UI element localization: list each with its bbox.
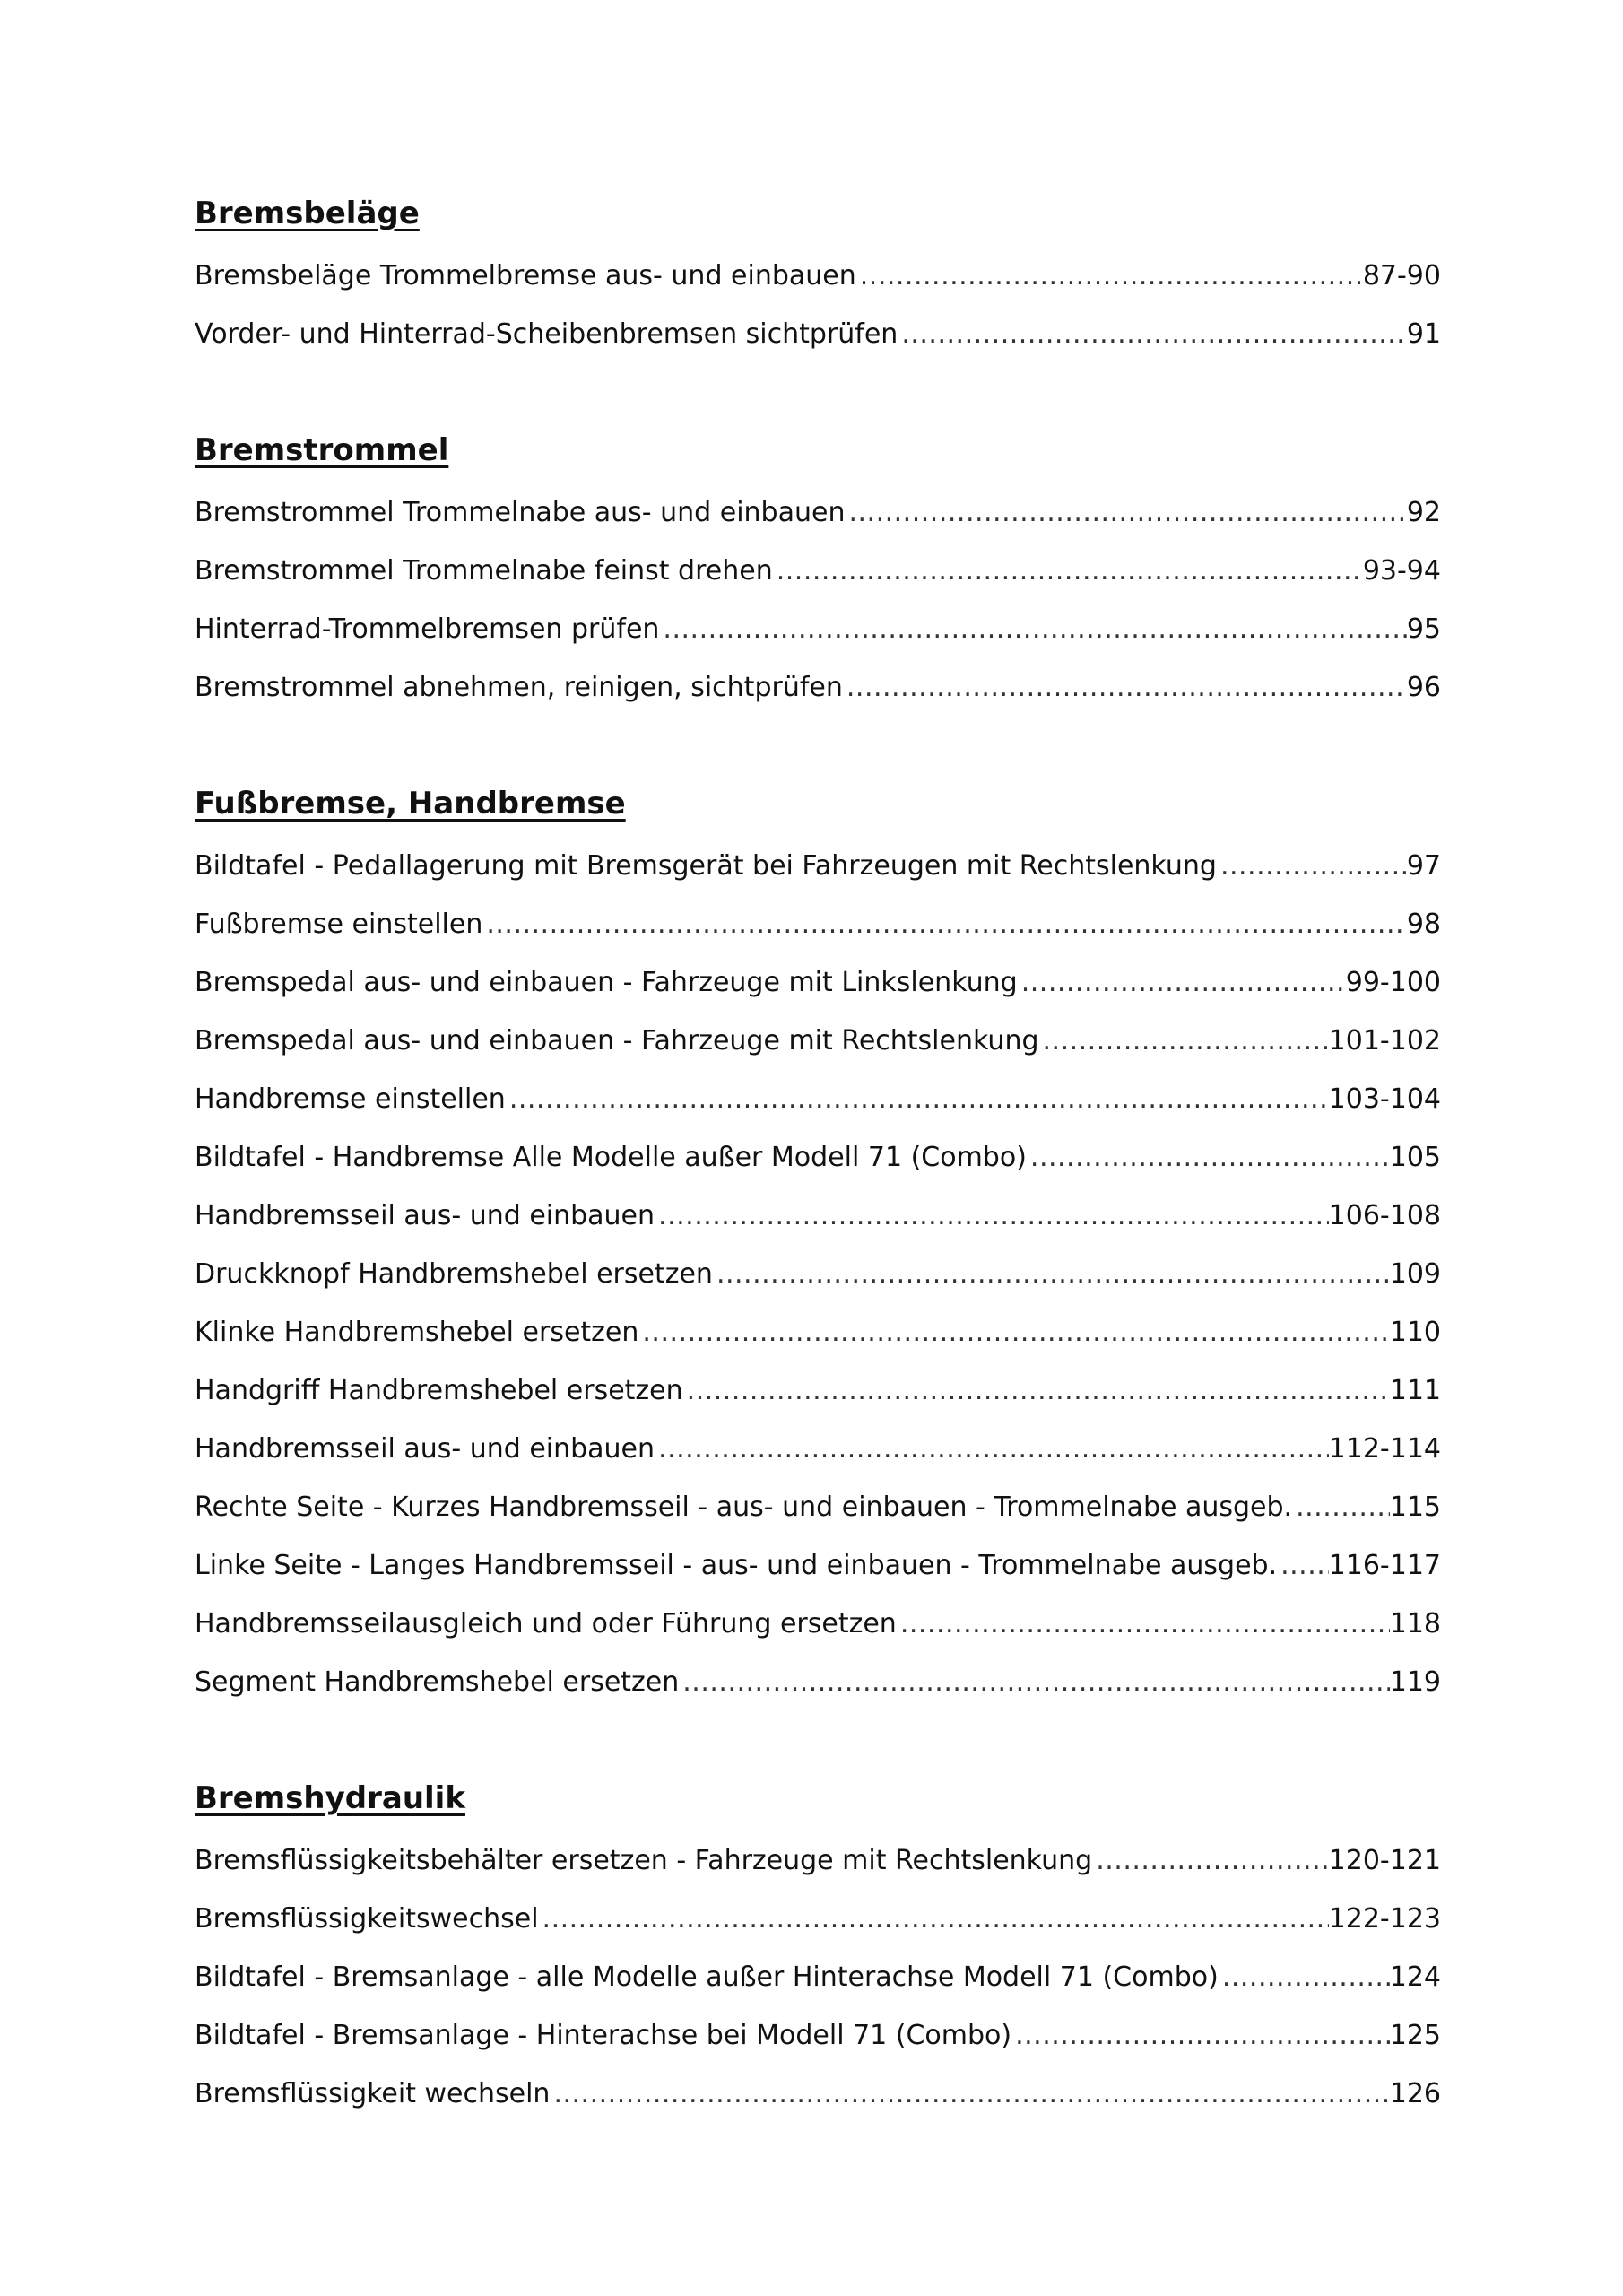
entry-page-number: 95 (1406, 613, 1441, 645)
dot-leader (1018, 953, 1346, 1012)
toc-entry[interactable] (195, 1653, 1441, 1711)
toc-entry[interactable] (195, 1012, 1441, 1070)
dot-leader (1011, 2006, 1390, 2065)
toc-entry[interactable] (195, 1245, 1441, 1303)
toc-entry[interactable] (195, 1478, 1441, 1536)
entry-title: Handgriff Handbremshebel ersetzen (195, 1375, 683, 1406)
entry-page-number: 111 (1389, 1375, 1441, 1406)
entry-title: Vorder- und Hinterrad-Scheibenbremsen sichtprüfen (195, 318, 898, 350)
dot-leader (845, 483, 1406, 542)
entry-title: Bremstrommel abnehmen, reinigen, sichtprüfen (195, 672, 843, 703)
entry-title: Klinke Handbremshebel ersetzen (195, 1317, 639, 1348)
entry-page-number: 119 (1389, 1666, 1441, 1698)
toc-entry[interactable] (195, 1128, 1441, 1187)
toc-entry[interactable] (195, 247, 1441, 305)
entry-title: Bildtafel - Bremsanlage - Hinterachse bei Modell 71 (Combo) (195, 2020, 1012, 2051)
dot-leader (683, 1361, 1390, 1420)
entry-page-number: 96 (1406, 672, 1441, 703)
toc-entry[interactable] (195, 895, 1441, 953)
entry-page-number: 103-104 (1328, 1083, 1441, 1115)
toc-entry[interactable] (195, 953, 1441, 1012)
entry-page-number: 125 (1389, 2020, 1441, 2051)
entry-title: Druckknopf Handbremshebel ersetzen (195, 1258, 713, 1290)
entry-title: Segment Handbremshebel ersetzen (195, 1666, 680, 1698)
toc-section-bremshydraulik (195, 1773, 1441, 2123)
entry-title: Bremsbeläge Trommelbremse aus- und einbauen (195, 260, 856, 291)
entry-title: Linke Seite - Langes Handbremsseil - aus- und einbauen - Trommelnabe ausgeb. (195, 1550, 1278, 1581)
dot-leader (506, 1070, 1329, 1128)
entry-page-number: 92 (1406, 497, 1441, 528)
toc-entry[interactable] (195, 600, 1441, 658)
table-of-contents (195, 188, 1441, 2123)
entry-page-number: 106-108 (1328, 1200, 1441, 1231)
entry-page-number: 118 (1389, 1608, 1441, 1639)
toc-entry[interactable] (195, 305, 1441, 363)
entry-page-number: 116-117 (1328, 1550, 1441, 1581)
entry-title: Handbremsseil aus- und einbauen (195, 1200, 655, 1231)
section-title: Bremshydraulik (195, 1780, 465, 1816)
entry-page-number: 126 (1389, 2078, 1441, 2109)
dot-leader (1219, 1948, 1390, 2006)
entry-page-number: 91 (1406, 318, 1441, 350)
toc-entry[interactable] (195, 1187, 1441, 1245)
toc-entry[interactable] (195, 1361, 1441, 1420)
dot-leader (856, 247, 1363, 305)
entry-page-number: 112-114 (1328, 1433, 1441, 1465)
dot-leader (773, 542, 1363, 600)
toc-section-bremsbelaege (195, 188, 1441, 363)
entry-page-number: 115 (1389, 1492, 1441, 1523)
entry-title: Bremstrommel Trommelnabe aus- und einbauen (195, 497, 846, 528)
toc-entry[interactable] (195, 483, 1441, 542)
entry-page-number: 120-121 (1328, 1845, 1441, 1876)
toc-entry[interactable] (195, 1948, 1441, 2006)
entry-title: Bremspedal aus- und einbauen - Fahrzeuge mit Rechtslenkung (195, 1025, 1039, 1057)
entry-page-number: 124 (1389, 1961, 1441, 1993)
entry-title: Bildtafel - Handbremse Alle Modelle außer Modell 71 (Combo) (195, 1142, 1027, 1173)
toc-section-fussbremse-handbremse (195, 778, 1441, 1711)
toc-entry[interactable] (195, 837, 1441, 895)
toc-section-bremstrommel (195, 425, 1441, 717)
toc-entry[interactable] (195, 1536, 1441, 1595)
entry-page-number: 110 (1389, 1317, 1441, 1348)
entry-page-number: 109 (1389, 1258, 1441, 1290)
dot-leader (1092, 1831, 1328, 1890)
entry-title: Bremstrommel Trommelnabe feinst drehen (195, 555, 773, 587)
entry-page-number: 101-102 (1328, 1025, 1441, 1057)
entry-title: Handbremsseil aus- und einbauen (195, 1433, 655, 1465)
dot-leader (897, 1595, 1390, 1653)
entry-page-number: 122-123 (1328, 1903, 1441, 1935)
entry-title: Rechte Seite - Kurzes Handbremsseil - aus- und einbauen - Trommelnabe ausgeb. (195, 1492, 1293, 1523)
entry-page-number: 105 (1389, 1142, 1441, 1173)
entry-page-number: 99-100 (1345, 967, 1441, 998)
entry-title: Bildtafel - Pedallagerung mit Bremsgerät bei Fahrzeugen mit Rechtslenkung (195, 850, 1217, 882)
dot-leader (655, 1420, 1329, 1478)
toc-entry[interactable] (195, 1420, 1441, 1478)
section-title: Fußbremse, Handbremse (195, 786, 626, 822)
entry-page-number: 87-90 (1362, 260, 1441, 291)
section-title: Bremstrommel (195, 432, 449, 468)
entry-title: Bremsflüssigkeitswechsel (195, 1903, 539, 1935)
entry-title: Handbremsseilausgleich und oder Führung ersetzen (195, 1608, 897, 1639)
toc-entry[interactable] (195, 658, 1441, 717)
dot-leader (843, 658, 1407, 717)
dot-leader (1277, 1536, 1329, 1595)
toc-entry[interactable] (195, 542, 1441, 600)
entry-title: Bildtafel - Bremsanlage - alle Modelle außer Hinterachse Modell 71 (Combo) (195, 1961, 1219, 1993)
dot-leader (1217, 837, 1407, 895)
entry-page-number: 93-94 (1362, 555, 1441, 587)
dot-leader (659, 600, 1406, 658)
entry-page-number: 98 (1406, 909, 1441, 940)
dot-leader (1039, 1012, 1329, 1070)
entry-title: Handbremse einstellen (195, 1083, 506, 1115)
toc-entry[interactable] (195, 1831, 1441, 1890)
entry-title: Bremspedal aus- und einbauen - Fahrzeuge mit Linkslenkung (195, 967, 1018, 998)
dot-leader (539, 1890, 1329, 1948)
dot-leader (655, 1187, 1329, 1245)
dot-leader (1027, 1128, 1390, 1187)
entry-title: Hinterrad-Trommelbremsen prüfen (195, 613, 660, 645)
dot-leader (550, 2065, 1389, 2123)
entry-title: Fußbremse einstellen (195, 909, 483, 940)
dot-leader (482, 895, 1406, 953)
dot-leader (898, 305, 1407, 363)
dot-leader (638, 1303, 1389, 1361)
entry-title: Bremsflüssigkeitsbehälter ersetzen - Fahrzeuge mit Rechtslenkung (195, 1845, 1093, 1876)
toc-entry[interactable] (195, 1303, 1441, 1361)
toc-entry[interactable] (195, 1595, 1441, 1653)
dot-leader (679, 1653, 1389, 1711)
entry-page-number: 97 (1406, 850, 1441, 882)
dot-leader (1292, 1478, 1390, 1536)
toc-entry[interactable] (195, 1890, 1441, 1948)
toc-entry[interactable] (195, 1070, 1441, 1128)
dot-leader (713, 1245, 1390, 1303)
section-title: Bremsbeläge (195, 196, 420, 231)
entry-title: Bremsflüssigkeit wechseln (195, 2078, 551, 2109)
toc-entry[interactable] (195, 2006, 1441, 2065)
toc-entry[interactable] (195, 2065, 1441, 2123)
